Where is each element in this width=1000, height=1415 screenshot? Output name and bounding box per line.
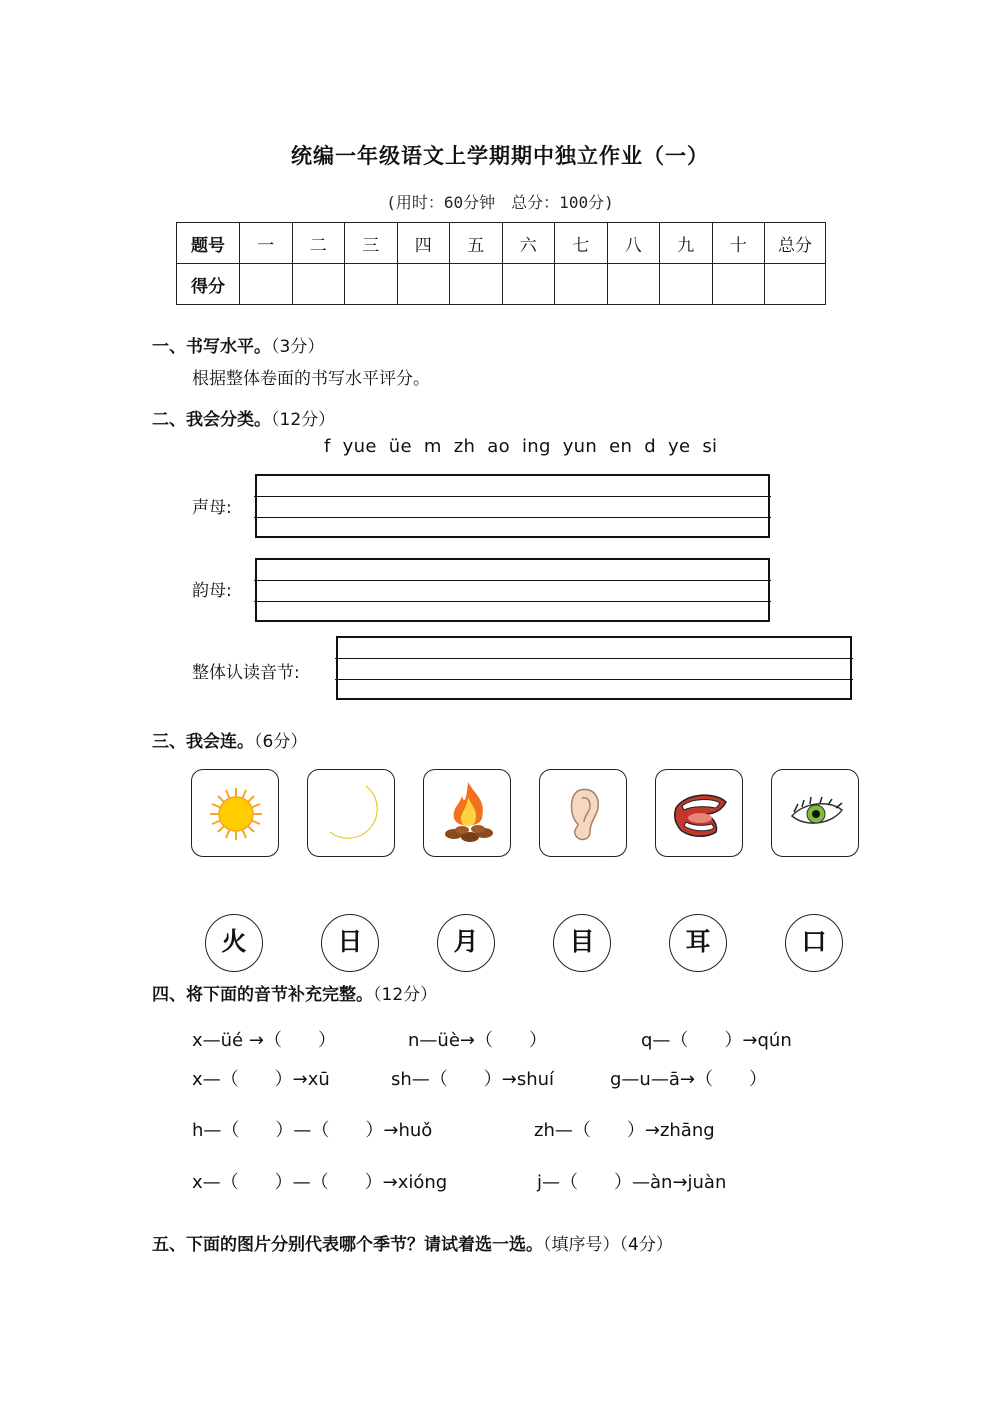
syllable-exercise[interactable]: x—üé →（ ） (192, 1030, 336, 1051)
character-circle[interactable]: 月 (437, 914, 495, 972)
score-cell: 总分 (765, 223, 826, 264)
score-table-header-row (177, 223, 826, 264)
score-label-cell: 得分 (177, 264, 240, 305)
sun-icon (192, 770, 280, 858)
score-input-cell[interactable] (397, 264, 450, 305)
pinyin-item: ye (668, 436, 691, 457)
score-cell: 七 (555, 223, 608, 264)
character-circle[interactable]: 日 (321, 914, 379, 972)
score-input-cell[interactable] (660, 264, 713, 305)
finals-label: 韵母: (192, 581, 232, 601)
fire-icon (424, 770, 512, 858)
score-input-cell[interactable] (712, 264, 765, 305)
syllable-exercise[interactable]: q—（ ）→qún (641, 1030, 792, 1051)
picture-card-fire[interactable] (423, 769, 511, 857)
score-cell: 五 (450, 223, 503, 264)
score-input-cell[interactable] (292, 264, 345, 305)
syllable-exercise[interactable]: zh—（ ）→zhāng (534, 1120, 715, 1141)
character-circle[interactable]: 耳 (669, 914, 727, 972)
score-input-cell[interactable] (502, 264, 555, 305)
score-cell: 九 (660, 223, 713, 264)
pinyin-item: m (423, 436, 442, 457)
syllable-exercise[interactable]: n—üè→（ ） (408, 1030, 547, 1051)
pinyin-item: si (702, 436, 718, 457)
section5-heading (152, 1230, 673, 1255)
section1-heading (152, 332, 324, 357)
section2-heading-text: 二、我会分类。 (152, 410, 271, 430)
score-input-cell[interactable] (450, 264, 503, 305)
score-cell: 三 (345, 223, 398, 264)
section4-points: （12分） (373, 985, 438, 1005)
character-circle[interactable]: 口 (785, 914, 843, 972)
syllables-label: 整体认读音节: (192, 663, 300, 683)
syllable-exercise[interactable]: x—（ ）—（ ）→xióng (192, 1172, 448, 1193)
pinyin-item: yue (342, 436, 377, 457)
section3-points: （6分） (254, 732, 308, 752)
pinyin-item: ing (521, 436, 551, 457)
section3-heading-text: 三、我会连。 (152, 732, 254, 752)
score-input-cell[interactable] (607, 264, 660, 305)
score-input-cell[interactable] (240, 264, 293, 305)
picture-card-ear[interactable] (539, 769, 627, 857)
score-input-cell[interactable] (345, 264, 398, 305)
section3-heading (152, 727, 307, 752)
section4-heading-text: 四、将下面的音节补充完整。 (152, 985, 373, 1005)
section5-points: （填序号）（4分） (543, 1235, 673, 1255)
mouth-icon (656, 770, 744, 858)
page-subtitle: (用时：60分钟 总分：100分) (386, 193, 614, 212)
score-input-cell[interactable] (555, 264, 608, 305)
score-cell: 十 (712, 223, 765, 264)
initials-label: 声母: (192, 498, 232, 518)
ear-icon (540, 770, 628, 858)
score-cell: 二 (292, 223, 345, 264)
pinyin-item: d (644, 436, 656, 457)
pinyin-list (324, 436, 717, 457)
score-table (176, 222, 826, 305)
pinyin-item: üe (388, 436, 412, 457)
section2-points: （12分） (271, 410, 336, 430)
syllable-exercise[interactable]: h—（ ）—（ ）→huǒ (192, 1120, 433, 1141)
finals-writing-box[interactable] (255, 558, 770, 622)
score-input-cell[interactable] (765, 264, 826, 305)
pinyin-item: ao (487, 436, 510, 457)
section4-heading (152, 980, 437, 1005)
syllable-exercise[interactable]: g—u—ā→（ ） (610, 1069, 767, 1090)
picture-card-mouth[interactable] (655, 769, 743, 857)
score-cell: 题号 (177, 223, 240, 264)
pinyin-item: f (324, 436, 331, 457)
picture-card-eye[interactable] (771, 769, 859, 857)
section2-heading (152, 405, 335, 430)
initials-writing-box[interactable] (255, 474, 770, 538)
section1-body: 根据整体卷面的书写水平评分。 (192, 369, 430, 389)
syllables-writing-box[interactable] (336, 636, 852, 700)
syllable-exercise[interactable]: x—（ ）→xū (192, 1069, 330, 1090)
score-cell: 八 (607, 223, 660, 264)
score-table-score-row (177, 264, 826, 305)
syllable-exercise[interactable]: sh—（ ）→shuí (391, 1069, 555, 1090)
character-circle[interactable]: 目 (553, 914, 611, 972)
section1-points: （3分） (271, 337, 325, 357)
score-cell: 四 (397, 223, 450, 264)
pinyin-item: yun (562, 436, 598, 457)
moon-icon (308, 770, 396, 858)
score-cell: 六 (502, 223, 555, 264)
section5-heading-text: 五、下面的图片分别代表哪个季节？请试着选一选。 (152, 1235, 543, 1255)
page-title: 统编一年级语文上学期期中独立作业（一） (291, 144, 709, 168)
character-circle[interactable]: 火 (205, 914, 263, 972)
picture-card-sun[interactable] (191, 769, 279, 857)
pinyin-item: en (609, 436, 633, 457)
score-cell: 一 (240, 223, 293, 264)
section1-heading-text: 一、书写水平。 (152, 337, 271, 357)
eye-icon (772, 770, 860, 858)
pinyin-item: zh (453, 436, 476, 457)
picture-card-moon[interactable] (307, 769, 395, 857)
syllable-exercise[interactable]: j—（ ）—àn→juàn (537, 1172, 727, 1193)
